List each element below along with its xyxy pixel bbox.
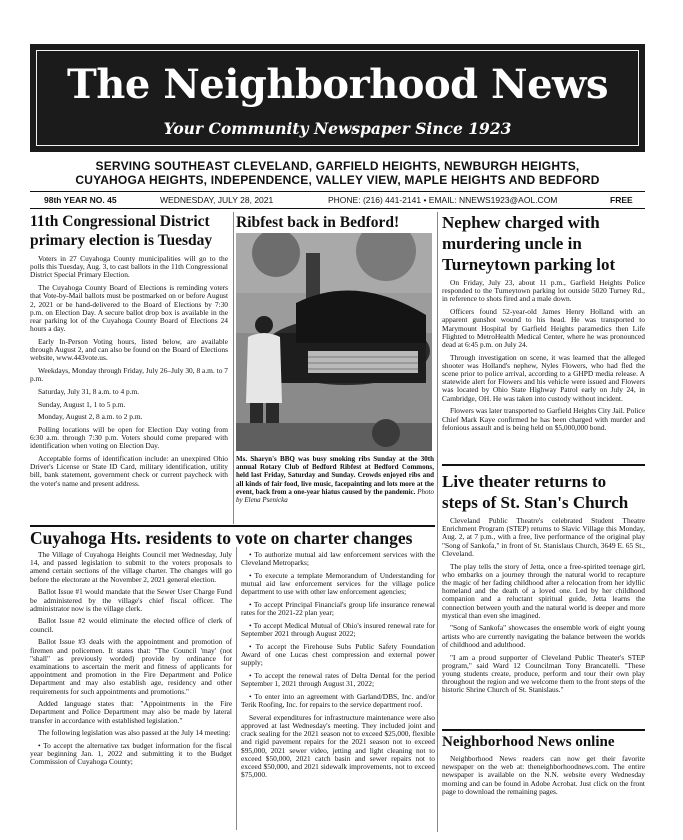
paragraph: Sunday, August 1, 1 to 5 p.m. [38, 399, 126, 409]
paragraph: The play tells the story of Jetta, once a free-spirited teenage girl, who embarks on a journey through the natural world to recapture the magic of her fading childhood after a relocation from her idyllic homeland and the death of a loved one. Led by her childhood companion and a reluctant spiritual guide, Jetta learns the connection between youth and the natural world is deeper and more mystical than even she imagined. [442, 561, 645, 620]
theater-headline: Live theater returns to steps of St. Stan's Church [442, 472, 629, 512]
coverage-area [30, 160, 645, 187]
caption-text: Ms. Sharyn's BBQ was busy smoking ribs Sunday at the 30th annual Rotary Club of Bedford Ribfest at Bedford Commons, held last Friday, Saturday and Sunday. Crowds enjoyed ribs and all kinds of fair food, live music, facepainting and lots more at the event, back from a one-year hiatus caused by the pandemic. [236, 455, 434, 496]
paragraph: • To enter into an agreement with Garland/DBS, Inc. and/or Terik Roofing, Inc. for repairs to the service department roof. [241, 691, 435, 710]
paragraph: Several expenditures for infrastructure maintenance were also approved at last Wednesday's meeting. They included joint and crack sealing for the 2021 season not to exceed $25,000, flexible and rigid pavement repairs for the 2021 season not to exceed $95,000, 2021 sewer video, jetting and light cleaning not to exceed $50,000, 2021 catch basin and sewer repairs not to exceed $50,000, and 2021 sidewalk improvements, not to exceed $75,000. [241, 712, 435, 780]
nephew-headline: Nephew charged with murdering uncle in Turneytown parking lot [442, 213, 616, 274]
paragraph: Through investigation on scene, it was learned that the alleged shooter was Holland's nephew, Nyles Flowers, who had fled the scene prior to police arrival, according to a GHPD media release. A statewide alert for Flowers and his vehicle were issued and Flowers was located by Ohio State Highway Patrol early on July 24, in Cambridge, OH. He was taken into custody without incident. [442, 352, 645, 403]
paragraph: Ballot Issue #3 deals with the appointment and promotion of firemen and policemen. It states that: "The Council 'may' (not "shall" as previously worded) provide by ordinance for examinations to ascertain the merit and fitness of applicants for appointment and promotion in the Fire Department and Police Department and may also establish age, residency and other requirements for such appointments and promotions." [30, 637, 232, 696]
online-body [442, 755, 645, 796]
column-rule [236, 547, 237, 830]
election-body [30, 255, 228, 488]
paragraph: Ballot Issue #2 would eliminate the elected office of clerk of council. [30, 616, 232, 634]
section-rule [442, 729, 645, 731]
charter-right-column [241, 551, 435, 784]
masthead-border [36, 50, 639, 146]
newspaper-title: The Neighborhood News [66, 61, 608, 108]
paragraph: • To accept the alternative tax budget information for the fiscal year beginning Jan. 1, 2022 and submitting it to the Budget Commission of Cuyahoga County; [30, 741, 232, 767]
paragraph: Officers found 52-year-old James Henry Holland with an apparent gunshot wound to his head. He was transported to Marymount Hospital by Garfield Heights paramedics then Life Flighted to MetroHealth Medical Center, where he was pronounced dead at 6:45 p.m. on July 24. [442, 307, 645, 349]
masthead [30, 44, 645, 152]
issue-date: WEDNESDAY, JULY 28, 2021 [160, 195, 274, 205]
paragraph: Early In-Person Voting hours, listed below, are available through August 2, and can also be found on the Board of Elections website, www.443vote.us. [30, 336, 228, 363]
photo-caption [236, 455, 434, 504]
ribfest-headline: Ribfest back in Bedford! [236, 214, 400, 231]
photo-credit: Photo by Elena Psenicka [236, 487, 435, 505]
paragraph: Weekdays, Monday through Friday, July 26–July 30, 8 a.m. to 7 p.m. [30, 365, 228, 384]
issue-number: 98th YEAR NO. 45 [44, 195, 117, 205]
online-headline: Neighborhood News online [442, 734, 615, 750]
coverage-line-2: CUYAHOGA HEIGHTS, INDEPENDENCE, VALLEY VIEW, MAPLE HEIGHTS AND BEDFORD [75, 172, 600, 187]
coverage-line-1: SERVING SOUTHEAST CLEVELAND, GARFIELD HEIGHTS, NEWBURGH HEIGHTS, [95, 159, 580, 173]
paragraph: Monday, August 2, 8 a.m. to 2 p.m. [38, 412, 143, 422]
paragraph: The Cuyahoga County Board of Elections is reminding voters that Vote-by-Mail ballots must be postmarked on or before August 2, 2021 or be hand-delivered to the Board of Elections by 7:30 p.m. on Election Day. A secure ballot drop box is available in the rear parking lot of the Cuyahoga County Board of Elections 24 hours a day. [30, 283, 228, 334]
charter-left-column [30, 551, 232, 771]
paragraph: • To accept Medical Mutual of Ohio's insured renewal rate for September 2021 through August 2022; [241, 620, 435, 639]
paragraph: • To accept the Firehouse Subs Public Safety Foundation Award of one Lucas chest compression and external power supply; [241, 641, 435, 668]
paragraph: Acceptable forms of identification include: an unexpired Ohio Driver's License or State ID Card, military identification, utility bill, bank statement, government check or current paycheck with the voter's name and present address. [30, 454, 228, 488]
nephew-article [442, 212, 645, 436]
paragraph: • To accept Principal Financial's group life insurance renewal rates for the 2021-22 plan year; [241, 600, 435, 618]
paragraph: The Village of Cuyahoga Heights Council met Wednesday, July 14, and passed legislation to submit to the voters proposals to amend certain sections of the village charter. The changes will go before the electorate at the November 2, 2021 general election. [30, 550, 232, 584]
paragraph: The following legislation was also passed at the July 14 meeting: [38, 728, 231, 738]
ribfest-photo [236, 233, 432, 451]
theater-body [442, 517, 645, 695]
paragraph: Voters in 27 Cuyahoga County municipalities will go to the polls this Tuesday, Aug. 3, to cast ballots in the 11th Congressional District Special Primary Election. [30, 254, 228, 280]
contact-info: PHONE: (216) 441-2141 • EMAIL: NNEWS1923@AOL.COM [328, 195, 558, 205]
paragraph: "Song of Sankofa" showcases the ensemble work of eight young artists who are currently navigating the balance between the worlds of childhood and adulthood. [442, 623, 645, 649]
theater-article [442, 471, 645, 699]
column-rule [437, 212, 438, 832]
election-article [30, 212, 228, 492]
section-rule [30, 525, 435, 527]
paragraph: Neighborhood News readers can now get their favorite newspaper on the web at: theneighborhoodnews.com. The entire newspaper is available on the N.N. website every Wednesday morning and can be found in Adobe Acrobat. Just click on the front page to download the remaining pages. [442, 754, 645, 796]
column-rule [233, 212, 234, 524]
bbq-smoker-photo [236, 233, 432, 451]
newspaper-tagline: Your Community Newspaper Since 1923 [163, 119, 512, 138]
online-article [442, 733, 645, 801]
paragraph: • To execute a template Memorandum of Understanding for mutual aid law enforcement services for the village police department to use with other law enforcement agencies; [241, 570, 435, 597]
paragraph: Ballot Issue #1 would mandate that the Sewer User Charge Fund be administered by the village's chief fiscal officer. The administrator now is the village clerk. [30, 587, 232, 613]
paragraph: "I am a proud supporter of Cleveland Public Theater's STEP program," said Ward 12 Councilman Tony Brancatelli. "These young students create, produce, perform and tour their own play throughout the region and we welcome them to the front steps of the historic Shrine Church of St. Stanislaus." [442, 652, 645, 695]
section-rule [442, 464, 645, 466]
paragraph: Flowers was later transported to Garfield Heights City Jail. Police Chief Mark Kaye confirmed he has been charged with murder and felonious assault and is being held on $5,000,000 bond. [442, 406, 645, 432]
nephew-body [442, 279, 645, 432]
paragraph: On Friday, July 23, about 11 p.m., Garfield Heights Police responded to the Turneytown parking lot outside 5020 Turney Rd., in reference to shots fired and a male down. [442, 278, 645, 304]
paragraph: Polling locations will be open for Election Day voting from 6:30 a.m. through 7:30 p.m. Voters should come prepared with identification when voting on Election Day. [30, 424, 228, 451]
price: FREE [610, 195, 633, 205]
paragraph: • To accept the renewal rates of Delta Dental for the period September 1, 2021 through August 31, 2022; [241, 670, 435, 689]
election-headline: 11th Congressional District primary election is Tuesday [30, 213, 213, 249]
paragraph: Added language states that: "Appointments in the Fire Department and Police Department may also be made by lateral transfer in accordance with established legislation." [30, 699, 232, 725]
charter-headline: Cuyahoga Hts. residents to vote on charter changes [30, 528, 413, 548]
dateline-bar [30, 191, 645, 209]
paragraph: Cleveland Public Theatre's celebrated Student Theatre Enrichment Program (STEP) returns to Slavic Village this Monday, Aug. 2, at 7 p.m., with a free, live performance of the original play "Song of Sankofa," in front of St. Stanislaus Church, 3649 E. 65 St., Cleveland. [442, 516, 645, 558]
paragraph: Saturday, July 31, 8 a.m. to 4 p.m. [38, 386, 140, 396]
paragraph: • To authorize mutual aid law enforcement services with the Cleveland Metroparks; [241, 550, 435, 568]
